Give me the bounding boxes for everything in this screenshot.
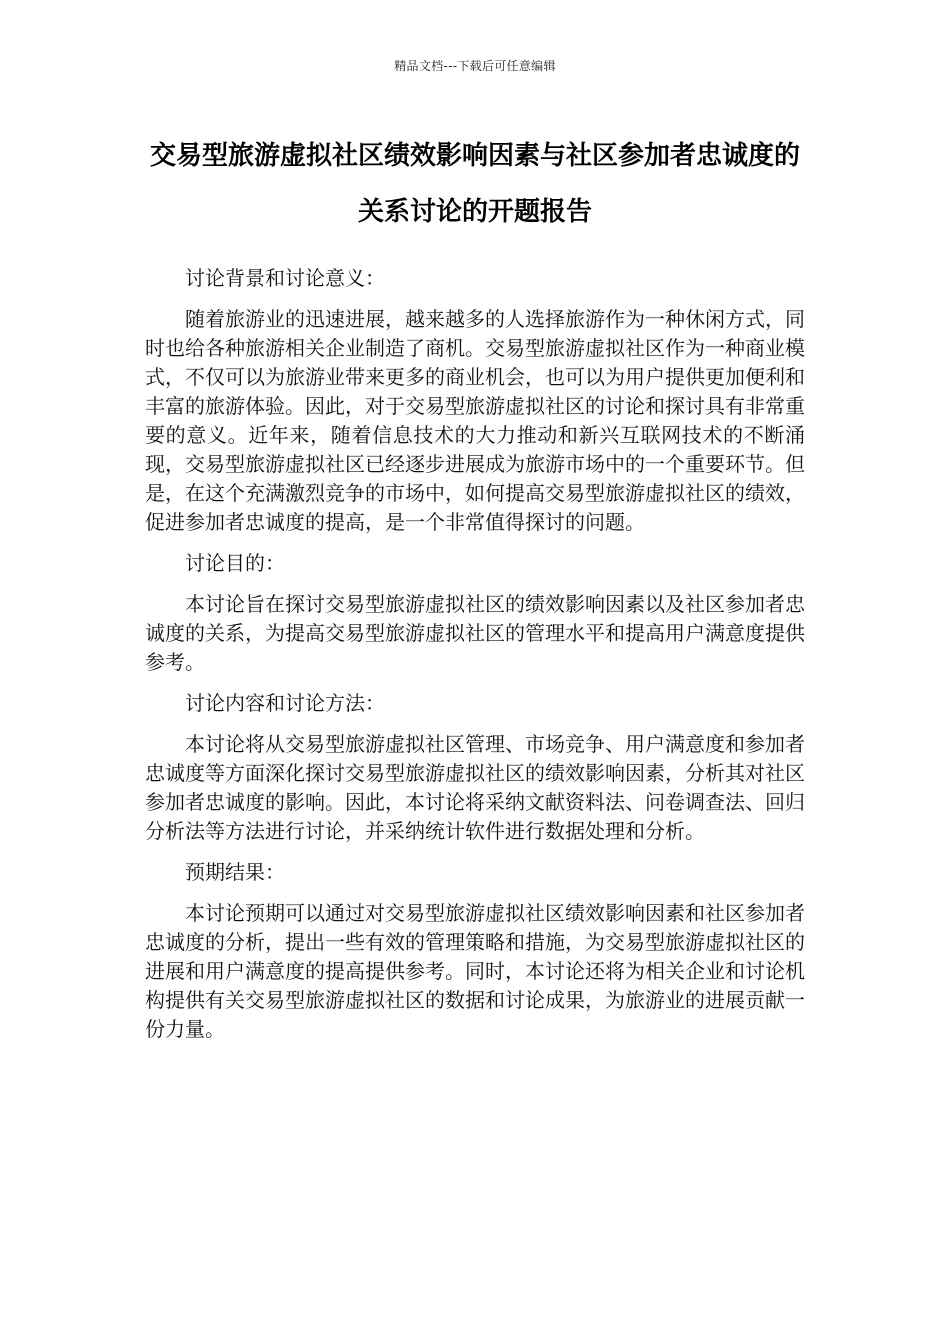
section-heading-expected-results: 预期结果： (185, 860, 285, 884)
section-heading-background: 讨论背景和讨论意义： (185, 266, 385, 290)
section-body-background: 随着旅游业的迅速进展，越来越多的人选择旅游作为一种休闲方式，同时也给各种旅游相关企业制造了商机。交易型旅游虚拟社区作为一种商业模式，不仅可以为旅游业带来更多的商业机会，也可以为用户提供更加便利和丰富的旅游体验。因此，对于交易型旅游虚拟社区的讨论和探讨具有非常重要的意义。近年来，随着信息技术的大力推动和新兴互联网技术的不断涌现，交易型旅游虚拟社区已经逐步进展成为旅游市场中的一个重要环节。但是，在这个充满激烈竞争的市场中，如何提高交易型旅游虚拟社区的绩效，促进参加者忠诚度的提高，是一个非常值得探讨的问题。 (145, 307, 805, 534)
section-body-purpose: 本讨论旨在探讨交易型旅游虚拟社区的绩效影响因素以及社区参加者忠诚度的关系，为提高交易型旅游虚拟社区的管理水平和提高用户满意度提供参考。 (145, 592, 805, 674)
header-note: 精品文档---下载后可任意编辑 (394, 59, 556, 73)
section-heading-methods: 讨论内容和讨论方法： (185, 691, 385, 715)
document-title: 交易型旅游虚拟社区绩效影响因素与社区参加者忠诚度的关系讨论的开题报告 (149, 141, 800, 227)
section-body-expected-results: 本讨论预期可以通过对交易型旅游虚拟社区绩效影响因素和社区参加者忠诚度的分析，提出一些有效的管理策略和措施，为交易型旅游虚拟社区的进展和用户满意度的提高提供参考。同时，本讨论还将为相关企业和讨论机构提供有关交易型旅游虚拟社区的数据和讨论成果，为旅游业的进展贡献一份力量。 (145, 901, 805, 1041)
document-body (145, 264, 805, 1056)
section-body-methods: 本讨论将从交易型旅游虚拟社区管理、市场竞争、用户满意度和参加者忠诚度等方面深化探讨交易型旅游虚拟社区的绩效影响因素，分析其对社区参加者忠诚度的影响。因此，本讨论将采纳文献资料法、问卷调查法、回归分析法等方法进行讨论，并采纳统计软件进行数据处理和分析。 (145, 732, 805, 843)
section-heading-purpose: 讨论目的： (185, 551, 285, 575)
